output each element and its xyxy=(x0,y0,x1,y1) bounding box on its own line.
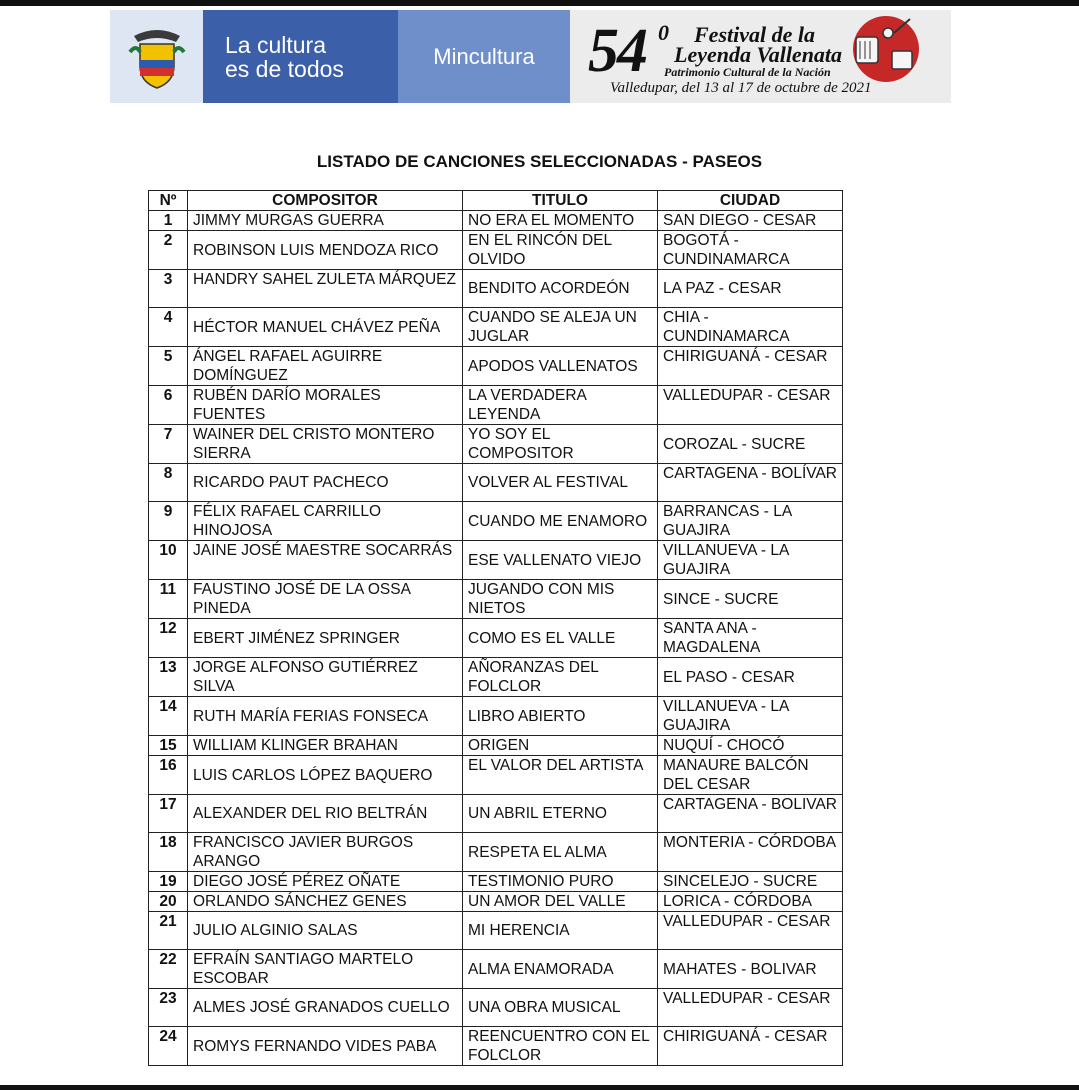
row-composer: RICARDO PAUT PACHECO xyxy=(188,464,463,502)
row-number: 7 xyxy=(149,425,188,464)
row-title: VOLVER AL FESTIVAL xyxy=(463,464,658,502)
table-row xyxy=(149,697,843,736)
songs-table xyxy=(148,190,843,1066)
table-row xyxy=(149,989,843,1027)
row-composer: ÁNGEL RAFAEL AGUIRRE DOMÍNGUEZ xyxy=(188,347,463,386)
row-number: 4 xyxy=(149,308,188,347)
table-row xyxy=(149,541,843,580)
row-number: 22 xyxy=(149,950,188,989)
table-row xyxy=(149,425,843,464)
row-city: NUQUÍ - CHOCÓ xyxy=(658,736,843,756)
row-city: VALLEDUPAR - CESAR xyxy=(658,989,843,1027)
row-title: COMO ES EL VALLE xyxy=(463,619,658,658)
row-title: RESPETA EL ALMA xyxy=(463,833,658,872)
row-city: CHIRIGUANÁ - CESAR xyxy=(658,347,843,386)
row-city: LORICA - CÓRDOBA xyxy=(658,892,843,912)
row-composer: ORLANDO SÁNCHEZ GENES xyxy=(188,892,463,912)
coat-of-arms-icon xyxy=(126,22,188,92)
table-row xyxy=(149,270,843,308)
row-composer: FAUSTINO JOSÉ DE LA OSSA PINEDA xyxy=(188,580,463,619)
table-row xyxy=(149,736,843,756)
header-city: CIUDAD xyxy=(658,191,843,211)
row-number: 12 xyxy=(149,619,188,658)
row-title: YO SOY EL COMPOSITOR xyxy=(463,425,658,464)
header-banner xyxy=(110,10,951,103)
row-composer: EBERT JIMÉNEZ SPRINGER xyxy=(188,619,463,658)
row-city: SAN DIEGO - CESAR xyxy=(658,211,843,231)
table-row xyxy=(149,912,843,950)
row-composer: FRANCISCO JAVIER BURGOS ARANGO xyxy=(188,833,463,872)
row-composer: FÉLIX RAFAEL CARRILLO HINOJOSA xyxy=(188,502,463,541)
row-city: VALLEDUPAR - CESAR xyxy=(658,386,843,425)
bottom-border xyxy=(0,1085,1079,1090)
table-row xyxy=(149,308,843,347)
row-composer: JAINE JOSÉ MAESTRE SOCARRÁS xyxy=(188,541,463,580)
header-number: Nº xyxy=(149,191,188,211)
table-row xyxy=(149,211,843,231)
top-border xyxy=(0,0,1079,6)
row-title: UN ABRIL ETERNO xyxy=(463,795,658,833)
row-title: ALMA ENAMORADA xyxy=(463,950,658,989)
row-city: BARRANCAS - LA GUAJIRA xyxy=(658,502,843,541)
row-number: 5 xyxy=(149,347,188,386)
row-city: VILLANUEVA - LA GUAJIRA xyxy=(658,697,843,736)
row-title: CUANDO SE ALEJA UN JUGLAR xyxy=(463,308,658,347)
row-composer: JIMMY MURGAS GUERRA xyxy=(188,211,463,231)
document-title: LISTADO DE CANCIONES SELECCIONADAS - PASEOS xyxy=(316,152,763,171)
row-composer: RUBÉN DARÍO MORALES FUENTES xyxy=(188,386,463,425)
table-header-row xyxy=(149,191,843,211)
row-composer: ROMYS FERNANDO VIDES PABA xyxy=(188,1027,463,1066)
row-number: 8 xyxy=(149,464,188,502)
table-row xyxy=(149,464,843,502)
row-title: ESE VALLENATO VIEJO xyxy=(463,541,658,580)
row-composer: DIEGO JOSÉ PÉREZ OÑATE xyxy=(188,872,463,892)
festival-line-2: Leyenda Vallenata xyxy=(674,42,843,67)
row-number: 11 xyxy=(149,580,188,619)
slogan-block xyxy=(203,10,398,103)
table-row xyxy=(149,347,843,386)
table-row xyxy=(149,833,843,872)
row-number: 13 xyxy=(149,658,188,697)
row-number: 20 xyxy=(149,892,188,912)
festival-accordion-logo xyxy=(848,13,922,85)
row-city: VILLANUEVA - LA GUAJIRA xyxy=(658,541,843,580)
table-row xyxy=(149,502,843,541)
row-city: MANAURE BALCÓN DEL CESAR xyxy=(658,756,843,795)
row-city: SANTA ANA - MAGDALENA xyxy=(658,619,843,658)
row-number: 17 xyxy=(149,795,188,833)
festival-number: 54 xyxy=(588,17,646,85)
row-city: COROZAL - SUCRE xyxy=(658,425,843,464)
header-title: TITULO xyxy=(463,191,658,211)
ministry-name: Mincultura xyxy=(433,43,535,69)
coat-of-arms-logo xyxy=(110,10,203,103)
table-row xyxy=(149,619,843,658)
header-composer: COMPOSITOR xyxy=(188,191,463,211)
row-number: 1 xyxy=(149,211,188,231)
row-city: SINCELEJO - SUCRE xyxy=(658,872,843,892)
row-city: CARTAGENA - BOLIVAR xyxy=(658,795,843,833)
row-composer: HANDRY SAHEL ZULETA MÁRQUEZ xyxy=(188,270,463,308)
row-composer: LUIS CARLOS LÓPEZ BAQUERO xyxy=(188,756,463,795)
slogan-line-1: La cultura xyxy=(225,31,327,58)
row-number: 2 xyxy=(149,231,188,270)
festival-dates: Valledupar, del 13 al 17 de octubre de 2021 xyxy=(610,80,872,96)
row-city: CHIA - CUNDINAMARCA xyxy=(658,308,843,347)
row-title: BENDITO ACORDEÓN xyxy=(463,270,658,308)
table-row xyxy=(149,580,843,619)
row-city: MONTERIA - CÓRDOBA xyxy=(658,833,843,872)
row-number: 9 xyxy=(149,502,188,541)
row-city: LA PAZ - CESAR xyxy=(658,270,843,308)
row-composer: ALEXANDER DEL RIO BELTRÁN xyxy=(188,795,463,833)
festival-line-1: Festival de la xyxy=(694,22,815,47)
festival-line-3: Patrimonio Cultural de la Nación xyxy=(664,65,831,79)
row-number: 6 xyxy=(149,386,188,425)
festival-superscript: 0 xyxy=(658,20,669,45)
row-city: EL PASO - CESAR xyxy=(658,658,843,697)
row-city: SINCE - SUCRE xyxy=(658,580,843,619)
table-row xyxy=(149,386,843,425)
table-row xyxy=(149,658,843,697)
row-city: VALLEDUPAR - CESAR xyxy=(658,912,843,950)
table-row xyxy=(149,892,843,912)
row-title: JUGANDO CON MIS NIETOS xyxy=(463,580,658,619)
table-row xyxy=(149,872,843,892)
row-title: EN EL RINCÓN DEL OLVIDO xyxy=(463,231,658,270)
row-title: CUANDO ME ENAMORO xyxy=(463,502,658,541)
table-row xyxy=(149,231,843,270)
row-city: CHIRIGUANÁ - CESAR xyxy=(658,1027,843,1066)
row-title: REENCUENTRO CON EL FOLCLOR xyxy=(463,1027,658,1066)
row-title: UNA OBRA MUSICAL xyxy=(463,989,658,1027)
row-number: 14 xyxy=(149,697,188,736)
row-number: 21 xyxy=(149,912,188,950)
row-composer: RUTH MARÍA FERIAS FONSECA xyxy=(188,697,463,736)
row-title: MI HERENCIA xyxy=(463,912,658,950)
row-composer: HÉCTOR MANUEL CHÁVEZ PEÑA xyxy=(188,308,463,347)
table-row xyxy=(149,795,843,833)
row-title: LIBRO ABIERTO xyxy=(463,697,658,736)
row-composer: EFRAÍN SANTIAGO MARTELO ESCOBAR xyxy=(188,950,463,989)
table-row xyxy=(149,950,843,989)
table-body xyxy=(149,211,843,1066)
row-title: LA VERDADERA LEYENDA xyxy=(463,386,658,425)
row-number: 16 xyxy=(149,756,188,795)
row-title: NO ERA EL MOMENTO xyxy=(463,211,658,231)
table-row xyxy=(149,1027,843,1066)
row-number: 24 xyxy=(149,1027,188,1066)
row-composer: WILLIAM KLINGER BRAHAN xyxy=(188,736,463,756)
row-number: 10 xyxy=(149,541,188,580)
row-number: 15 xyxy=(149,736,188,756)
slogan-line-2: es de todos xyxy=(225,55,344,82)
table-row xyxy=(149,756,843,795)
row-composer: JORGE ALFONSO GUTIÉRREZ SILVA xyxy=(188,658,463,697)
row-city: BOGOTÁ - CUNDINAMARCA xyxy=(658,231,843,270)
row-number: 19 xyxy=(149,872,188,892)
row-title: EL VALOR DEL ARTISTA xyxy=(463,756,658,795)
row-composer: ROBINSON LUIS MENDOZA RICO xyxy=(188,231,463,270)
row-title: APODOS VALLENATOS xyxy=(463,347,658,386)
festival-block xyxy=(570,10,951,103)
row-number: 3 xyxy=(149,270,188,308)
ministry-block xyxy=(398,10,570,103)
row-title: AÑORANZAS DEL FOLCLOR xyxy=(463,658,658,697)
row-number: 23 xyxy=(149,989,188,1027)
row-number: 18 xyxy=(149,833,188,872)
row-title: ORIGEN xyxy=(463,736,658,756)
row-composer: JULIO ALGINIO SALAS xyxy=(188,912,463,950)
row-title: TESTIMONIO PURO xyxy=(463,872,658,892)
row-city: CARTAGENA - BOLÍVAR xyxy=(658,464,843,502)
row-composer: WAINER DEL CRISTO MONTERO SIERRA xyxy=(188,425,463,464)
row-composer: ALMES JOSÉ GRANADOS CUELLO xyxy=(188,989,463,1027)
row-title: UN AMOR DEL VALLE xyxy=(463,892,658,912)
row-city: MAHATES - BOLIVAR xyxy=(658,950,843,989)
